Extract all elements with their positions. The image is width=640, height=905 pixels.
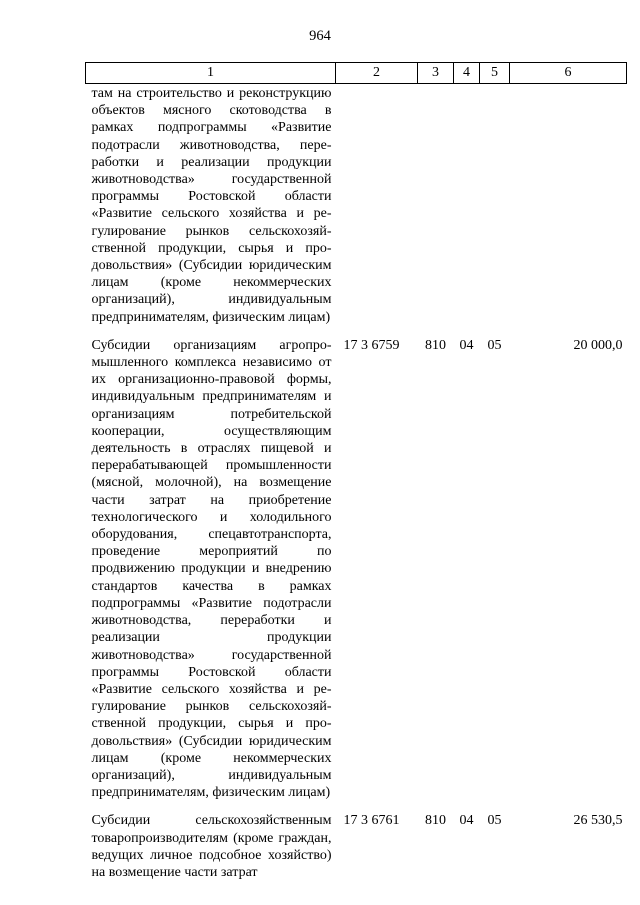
row-subsection: 05 bbox=[487, 337, 502, 353]
row-subsection bbox=[480, 84, 510, 326]
row-expense-type: 810 bbox=[425, 337, 446, 353]
column-header-expense-type: 3 bbox=[418, 63, 454, 84]
row-subsection: 05 bbox=[487, 813, 502, 829]
column-header-name: 1 bbox=[86, 63, 336, 84]
row-amount bbox=[510, 84, 627, 326]
row-expense-type bbox=[418, 84, 454, 326]
budget-table bbox=[85, 62, 627, 881]
table-row bbox=[86, 337, 627, 801]
row-description: Субсидии сельскохозяйственным товаропроизводителям (кроме граждан, ведущих личное подсобное хозяйство) на возмещение части затрат bbox=[91, 813, 332, 880]
row-section: 04 bbox=[459, 813, 474, 829]
table-header-row bbox=[86, 63, 627, 84]
page-number: 964 bbox=[309, 28, 331, 44]
row-description: там на строительство и реконструкцию объектов мясного скотоводства в рамках подпрограммы «Развитие подотрасли животноводства, переработки и реализации продукции животноводства» государственной программы Ростовской области «Развитие сельского хозяйства и регулирование рынков сельскохозяйственной продукции, сырья и продовольствия» (Субсидии юридическим лицам (кроме некоммерческих организаций), индивидуальным предпринимателям, физическим лицам) bbox=[91, 86, 332, 325]
row-amount: 26 530,5 bbox=[573, 813, 623, 829]
table-row bbox=[86, 84, 627, 326]
row-section bbox=[454, 84, 480, 326]
row-description: Субсидии организациям агропромышленного комплекса независимо от их организационно-правовой формы, индивидуальным предпринимателям и организациям потребительской кооперации, осуществляющим деятельность в отраслях пищевой и перерабатывающей промышленности (мясной, молочной), на возмещение части затрат на приобретение технологического и холодильного оборудования, спецавтотранспорта, проведение мероприятий по продвижению продукции и внедрению стандартов качества в рамках подпрограммы «Развитие подотрасли животноводства, переработки и реализации продукции животноводства» государственной программы Ростовской области «Развитие сельского хозяйства и регулирование рынков сельскохозяйственной продукции, сырья и продовольствия» (Субсидии юридическим лицам (кроме некоммерческих организаций), индивидуальным предпринимателям, физическим лицам) bbox=[91, 337, 332, 801]
column-header-section: 4 bbox=[454, 63, 480, 84]
row-spacer bbox=[86, 801, 627, 812]
row-amount: 20 000,0 bbox=[573, 337, 623, 353]
column-header-subsection: 5 bbox=[480, 63, 510, 84]
row-expense-type: 810 bbox=[425, 813, 446, 829]
table-row bbox=[86, 812, 627, 881]
row-section: 04 bbox=[459, 337, 474, 353]
row-target-article bbox=[336, 84, 418, 326]
row-target-article: 17 3 6761 bbox=[343, 813, 400, 829]
row-target-article: 17 3 6759 bbox=[343, 337, 400, 353]
column-header-amount: 6 bbox=[510, 63, 627, 84]
column-header-target-article: 2 bbox=[336, 63, 418, 84]
row-spacer bbox=[86, 326, 627, 337]
